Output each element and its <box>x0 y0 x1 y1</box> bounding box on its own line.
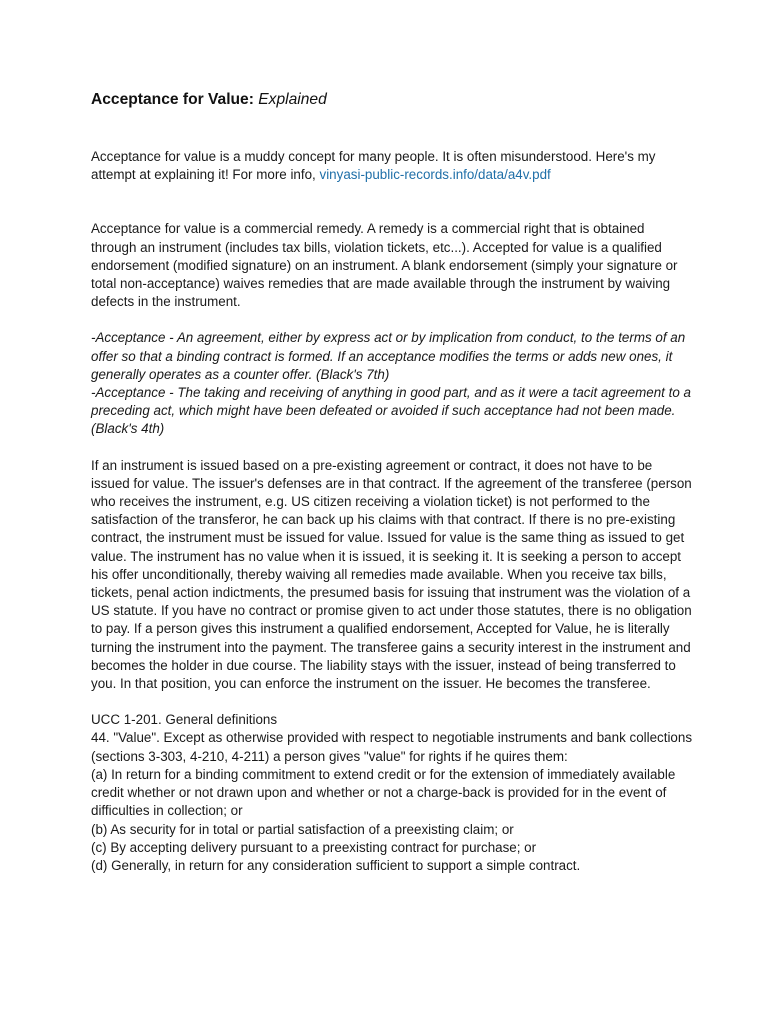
info-link[interactable]: vinyasi-public-records.info/data/a4v.pdf <box>319 167 551 183</box>
remedy-paragraph: Acceptance for value is a commercial remedy. A remedy is a commercial right that is obtained through an instrument (includes tax bills, violation tickets, etc...). Accepted for value is a qualified endorsement (modified signature) on an instrument. A blank endorsement (simply your signature or total non-acceptance) waives remedies that are made available through the instrument by waiving defects in the instrument. <box>91 221 678 310</box>
intro-paragraph <box>91 148 692 184</box>
ucc-section <box>91 711 692 875</box>
definition-blacks-4th: -Acceptance - The taking and receiving of anything in good part, and as it were a tacit agreement to a preceding act, which might have been defeated or avoided if such acceptance had not been made. (Black's 4th) <box>91 385 691 437</box>
definitions-block <box>91 329 692 438</box>
ucc-item-b: (b) As security for in total or partial satisfaction of a preexisting claim; or <box>91 821 514 837</box>
instrument-paragraph: If an instrument is issued based on a pre-existing agreement or contract, it does not have to be issued for value. The issuer's defenses are in that contract. If the agreement of the transferee (person who receives the instrument, e.g. US citizen receiving a violation ticket) is not performed to the satisfaction of the transferor, he can back up his claims with that contract. If there is no pre-existing contract, the instrument must be issued for value. Issued for value is the same thing as issued to get value. The instrument has no value when it is issued, it is seeking it. It is seeking a person to accept his offer unconditionally, thereby waiving all remedies made available. When you receive tax bills, tickets, penal action indictments, the presumed basis for issuing that instrument was the violation of a US statute. If you have no contract or promise given to act under those statutes, there is no obligation to pay. If a person gives this instrument a qualified endorsement, Accepted for Value, he is literally turning the instrument into the payment. The transferee gains a security interest in the instrument and becomes the holder in due course. The liability stays with the issuer, instead of being transferred to you. In that position, you can enforce the instrument on the issuer. He becomes the transferee. <box>91 457 692 692</box>
ucc-item-c: (c) By accepting delivery pursuant to a preexisting contract for purchase; or <box>91 839 537 855</box>
ucc-item-d: (d) Generally, in return for any consideration sufficient to support a simple contract. <box>91 857 581 873</box>
ucc-value-definition: 44. "Value". Except as otherwise provided with respect to negotiable instruments and bank collections (sections 3-303, 4-210, 4-211) a person gives "value" for rights if he quires them: <box>91 730 693 764</box>
ucc-item-a: (a) In return for a binding commitment to extend credit or for the extension of immediately available credit whether or not drawn upon and whether or not a charge-back is provided for in the event of difficulties in collection; or <box>91 766 676 819</box>
intro-text: Acceptance for value is a muddy concept for many people. It is often misunderstood. Here's my attempt at explaining it! For more info, <box>91 149 656 183</box>
title-main: Acceptance for Value <box>91 91 249 108</box>
definition-blacks-7th: -Acceptance - An agreement, either by express act or by implication from conduct, to the terms of an offer so that a binding contract is formed. If an acceptance modifies the terms or adds new ones, it generally operates as a counter offer. (Black's 7th) <box>91 330 686 382</box>
title-separator: : <box>248 91 254 108</box>
document-title <box>91 89 692 111</box>
title-subtitle: Explained <box>258 91 327 108</box>
ucc-heading: UCC 1-201. General definitions <box>91 712 278 728</box>
